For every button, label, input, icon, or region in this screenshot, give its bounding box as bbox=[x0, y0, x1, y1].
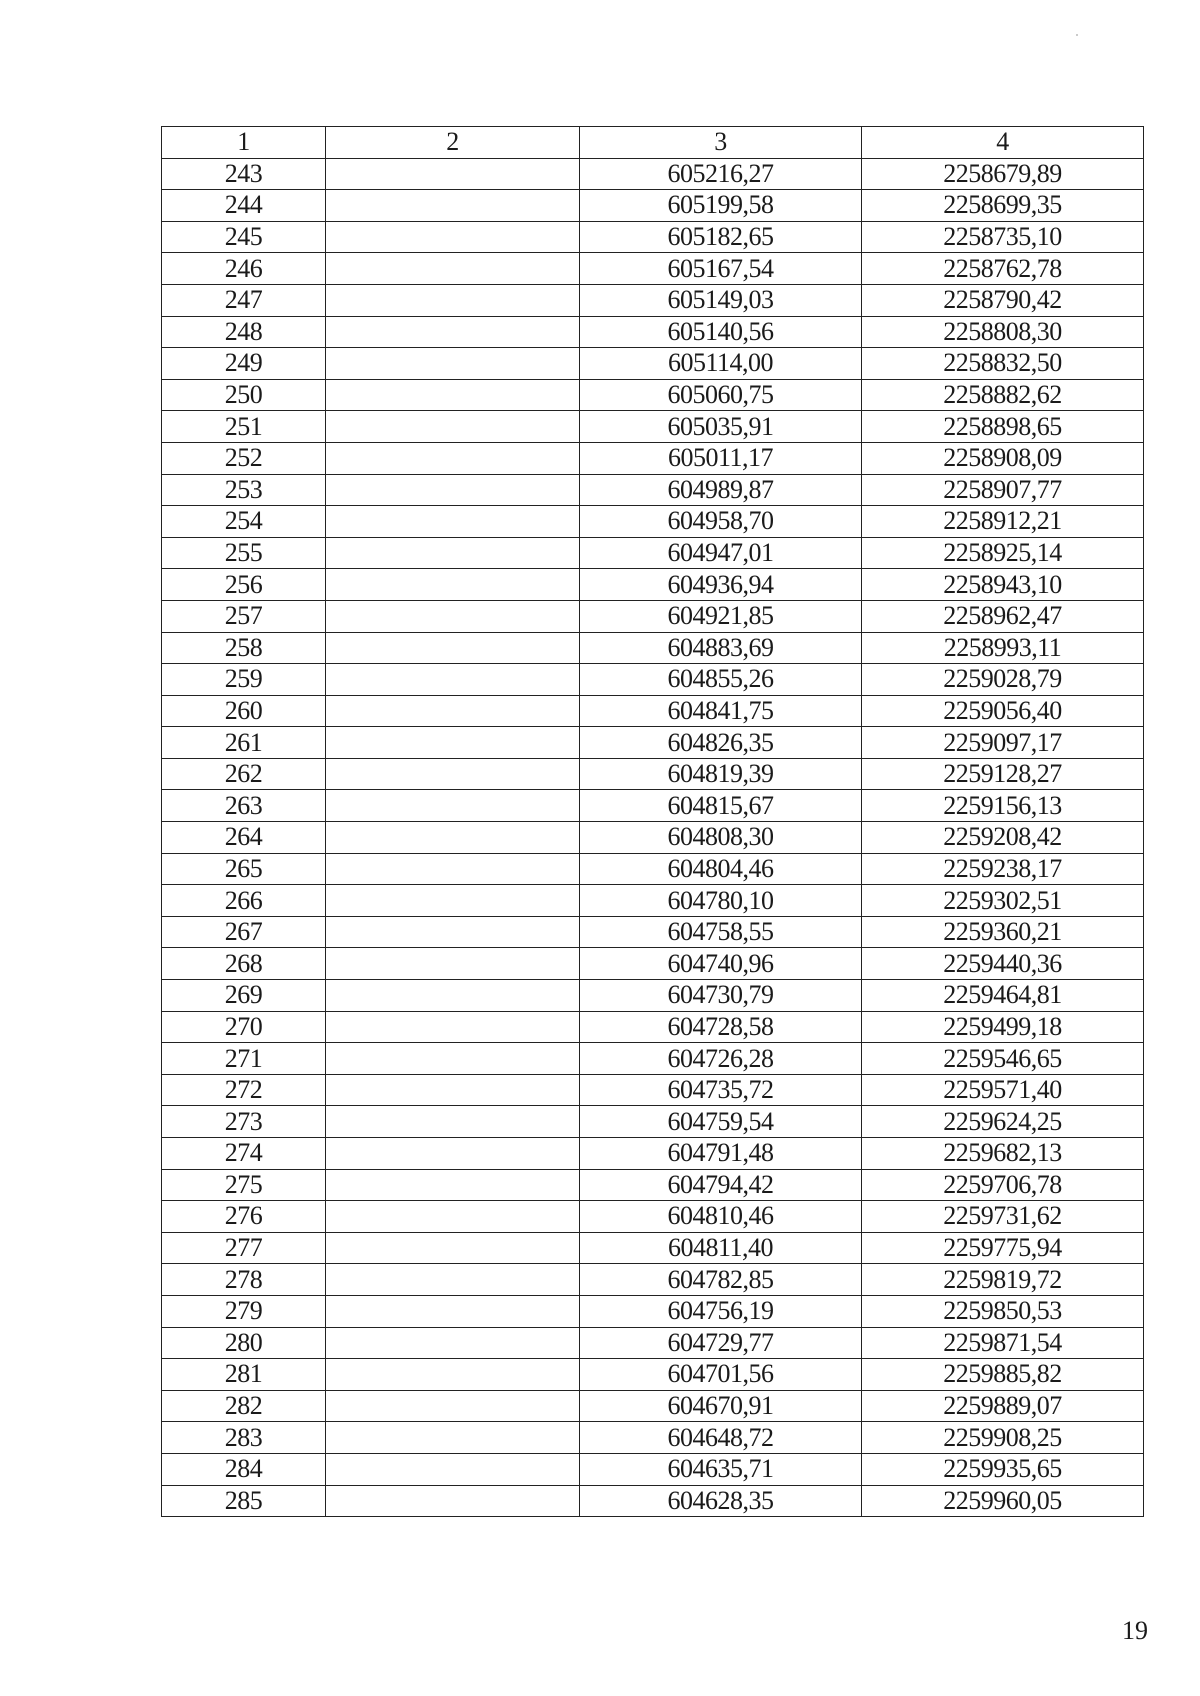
point-number-cell: 256 bbox=[162, 569, 326, 601]
description-cell bbox=[326, 1011, 580, 1043]
table-row bbox=[162, 379, 1144, 411]
description-cell bbox=[326, 1390, 580, 1422]
coordinate-y-cell: 2259871,54 bbox=[862, 1327, 1144, 1359]
coordinate-y-cell: 2258790,42 bbox=[862, 284, 1144, 316]
coordinate-x-cell: 604648,72 bbox=[580, 1422, 862, 1454]
table-row bbox=[162, 569, 1144, 601]
point-number-cell: 264 bbox=[162, 822, 326, 854]
table-row bbox=[162, 1390, 1144, 1422]
table-row bbox=[162, 790, 1144, 822]
coordinate-x-cell: 604808,30 bbox=[580, 822, 862, 854]
point-number-cell: 270 bbox=[162, 1011, 326, 1043]
coordinate-x-cell: 605149,03 bbox=[580, 284, 862, 316]
point-number-cell: 250 bbox=[162, 379, 326, 411]
description-cell bbox=[326, 600, 580, 632]
description-cell bbox=[326, 695, 580, 727]
coordinate-x-cell: 604804,46 bbox=[580, 853, 862, 885]
table-row bbox=[162, 1169, 1144, 1201]
point-number-cell: 255 bbox=[162, 537, 326, 569]
description-cell bbox=[326, 379, 580, 411]
point-number-cell: 276 bbox=[162, 1201, 326, 1233]
coordinate-x-cell: 604670,91 bbox=[580, 1390, 862, 1422]
point-number-cell: 280 bbox=[162, 1327, 326, 1359]
coordinate-y-cell: 2259302,51 bbox=[862, 885, 1144, 917]
coordinate-y-cell: 2259682,13 bbox=[862, 1138, 1144, 1170]
point-number-cell: 261 bbox=[162, 727, 326, 759]
coordinate-y-cell: 2258925,14 bbox=[862, 537, 1144, 569]
coordinate-x-cell: 604841,75 bbox=[580, 695, 862, 727]
point-number-cell: 265 bbox=[162, 853, 326, 885]
coordinate-y-cell: 2259571,40 bbox=[862, 1074, 1144, 1106]
coordinate-y-cell: 2259464,81 bbox=[862, 980, 1144, 1012]
coordinate-x-cell: 604819,39 bbox=[580, 758, 862, 790]
coordinate-y-cell: 2259128,27 bbox=[862, 758, 1144, 790]
table-row bbox=[162, 853, 1144, 885]
table-row bbox=[162, 1485, 1144, 1517]
point-number-cell: 251 bbox=[162, 411, 326, 443]
coordinate-x-cell: 604989,87 bbox=[580, 474, 862, 506]
point-number-cell: 279 bbox=[162, 1295, 326, 1327]
coordinate-y-cell: 2258808,30 bbox=[862, 316, 1144, 348]
description-cell bbox=[326, 221, 580, 253]
coordinate-x-cell: 605167,54 bbox=[580, 253, 862, 285]
coordinate-y-cell: 2258735,10 bbox=[862, 221, 1144, 253]
description-cell bbox=[326, 442, 580, 474]
description-cell bbox=[326, 1485, 580, 1517]
point-number-cell: 260 bbox=[162, 695, 326, 727]
table-row bbox=[162, 348, 1144, 380]
scan-speck bbox=[1076, 34, 1078, 36]
table-row bbox=[162, 758, 1144, 790]
table-row bbox=[162, 158, 1144, 190]
description-cell bbox=[326, 1359, 580, 1391]
coordinate-x-cell: 604782,85 bbox=[580, 1264, 862, 1296]
coordinate-y-cell: 2259156,13 bbox=[862, 790, 1144, 822]
coordinate-y-cell: 2258912,21 bbox=[862, 506, 1144, 538]
description-cell bbox=[326, 1232, 580, 1264]
point-number-cell: 257 bbox=[162, 600, 326, 632]
header-cell-2: 2 bbox=[326, 127, 580, 159]
point-number-cell: 246 bbox=[162, 253, 326, 285]
table-row bbox=[162, 474, 1144, 506]
table-row bbox=[162, 537, 1144, 569]
description-cell bbox=[326, 664, 580, 696]
coordinate-x-cell: 604947,01 bbox=[580, 537, 862, 569]
coordinate-x-cell: 604730,79 bbox=[580, 980, 862, 1012]
description-cell bbox=[326, 1169, 580, 1201]
table-row bbox=[162, 1422, 1144, 1454]
description-cell bbox=[326, 853, 580, 885]
table-row bbox=[162, 284, 1144, 316]
description-cell bbox=[326, 537, 580, 569]
coordinate-x-cell: 604791,48 bbox=[580, 1138, 862, 1170]
point-number-cell: 249 bbox=[162, 348, 326, 380]
point-number-cell: 273 bbox=[162, 1106, 326, 1138]
description-cell bbox=[326, 316, 580, 348]
point-number-cell: 269 bbox=[162, 980, 326, 1012]
description-cell bbox=[326, 1422, 580, 1454]
coordinate-y-cell: 2259731,62 bbox=[862, 1201, 1144, 1233]
description-cell bbox=[326, 885, 580, 917]
table-row bbox=[162, 600, 1144, 632]
point-number-cell: 267 bbox=[162, 916, 326, 948]
coordinate-y-cell: 2258907,77 bbox=[862, 474, 1144, 506]
coordinate-y-cell: 2258993,11 bbox=[862, 632, 1144, 664]
point-number-cell: 268 bbox=[162, 948, 326, 980]
coordinate-y-cell: 2259056,40 bbox=[862, 695, 1144, 727]
coordinate-y-cell: 2258908,09 bbox=[862, 442, 1144, 474]
coordinates-table bbox=[161, 126, 1144, 1517]
description-cell bbox=[326, 348, 580, 380]
point-number-cell: 253 bbox=[162, 474, 326, 506]
coordinate-y-cell: 2259775,94 bbox=[862, 1232, 1144, 1264]
description-cell bbox=[326, 1453, 580, 1485]
description-cell bbox=[326, 822, 580, 854]
coordinate-x-cell: 604921,85 bbox=[580, 600, 862, 632]
coordinate-y-cell: 2259097,17 bbox=[862, 727, 1144, 759]
point-number-cell: 275 bbox=[162, 1169, 326, 1201]
description-cell bbox=[326, 948, 580, 980]
table-row bbox=[162, 1359, 1144, 1391]
coordinate-x-cell: 604701,56 bbox=[580, 1359, 862, 1391]
description-cell bbox=[326, 790, 580, 822]
point-number-cell: 282 bbox=[162, 1390, 326, 1422]
coordinate-y-cell: 2258898,65 bbox=[862, 411, 1144, 443]
description-cell bbox=[326, 1074, 580, 1106]
description-cell bbox=[326, 158, 580, 190]
coordinate-y-cell: 2259819,72 bbox=[862, 1264, 1144, 1296]
coordinate-x-cell: 604726,28 bbox=[580, 1043, 862, 1075]
coordinate-y-cell: 2259889,07 bbox=[862, 1390, 1144, 1422]
table-row bbox=[162, 253, 1144, 285]
description-cell bbox=[326, 980, 580, 1012]
coordinate-x-cell: 604728,58 bbox=[580, 1011, 862, 1043]
header-cell-4: 4 bbox=[862, 127, 1144, 159]
table-row bbox=[162, 190, 1144, 222]
coordinate-x-cell: 604958,70 bbox=[580, 506, 862, 538]
description-cell bbox=[326, 1106, 580, 1138]
coordinate-y-cell: 2258679,89 bbox=[862, 158, 1144, 190]
coordinate-x-cell: 605216,27 bbox=[580, 158, 862, 190]
table-header bbox=[162, 127, 1144, 159]
coordinate-y-cell: 2259908,25 bbox=[862, 1422, 1144, 1454]
description-cell bbox=[326, 1327, 580, 1359]
table-row bbox=[162, 1453, 1144, 1485]
description-cell bbox=[326, 1295, 580, 1327]
coordinate-x-cell: 604635,71 bbox=[580, 1453, 862, 1485]
table-row bbox=[162, 727, 1144, 759]
point-number-cell: 271 bbox=[162, 1043, 326, 1075]
point-number-cell: 254 bbox=[162, 506, 326, 538]
description-cell bbox=[326, 632, 580, 664]
table-row bbox=[162, 1074, 1144, 1106]
coordinate-x-cell: 604794,42 bbox=[580, 1169, 862, 1201]
coordinate-x-cell: 604810,46 bbox=[580, 1201, 862, 1233]
table-row bbox=[162, 442, 1144, 474]
coordinate-x-cell: 605182,65 bbox=[580, 221, 862, 253]
table-row bbox=[162, 948, 1144, 980]
table-row bbox=[162, 221, 1144, 253]
coordinate-y-cell: 2259208,42 bbox=[862, 822, 1144, 854]
coordinate-x-cell: 604780,10 bbox=[580, 885, 862, 917]
coordinate-x-cell: 604826,35 bbox=[580, 727, 862, 759]
coordinate-x-cell: 604735,72 bbox=[580, 1074, 862, 1106]
description-cell bbox=[326, 506, 580, 538]
coordinate-x-cell: 604815,67 bbox=[580, 790, 862, 822]
coordinate-y-cell: 2259028,79 bbox=[862, 664, 1144, 696]
coordinate-x-cell: 604758,55 bbox=[580, 916, 862, 948]
coordinate-x-cell: 605114,00 bbox=[580, 348, 862, 380]
table-row bbox=[162, 1201, 1144, 1233]
point-number-cell: 262 bbox=[162, 758, 326, 790]
coordinate-x-cell: 605199,58 bbox=[580, 190, 862, 222]
table-row bbox=[162, 885, 1144, 917]
point-number-cell: 266 bbox=[162, 885, 326, 917]
coordinate-x-cell: 605140,56 bbox=[580, 316, 862, 348]
description-cell bbox=[326, 1201, 580, 1233]
table-row bbox=[162, 506, 1144, 538]
coordinate-x-cell: 604729,77 bbox=[580, 1327, 862, 1359]
point-number-cell: 284 bbox=[162, 1453, 326, 1485]
coordinate-y-cell: 2258699,35 bbox=[862, 190, 1144, 222]
coordinate-y-cell: 2259960,05 bbox=[862, 1485, 1144, 1517]
description-cell bbox=[326, 284, 580, 316]
table-row bbox=[162, 316, 1144, 348]
coordinate-y-cell: 2259360,21 bbox=[862, 916, 1144, 948]
table-row bbox=[162, 695, 1144, 727]
point-number-cell: 248 bbox=[162, 316, 326, 348]
point-number-cell: 274 bbox=[162, 1138, 326, 1170]
coordinate-y-cell: 2258882,62 bbox=[862, 379, 1144, 411]
coordinate-x-cell: 604740,96 bbox=[580, 948, 862, 980]
table-row bbox=[162, 980, 1144, 1012]
table-row bbox=[162, 664, 1144, 696]
table-row bbox=[162, 822, 1144, 854]
coordinate-x-cell: 604936,94 bbox=[580, 569, 862, 601]
point-number-cell: 285 bbox=[162, 1485, 326, 1517]
page-number: 19 bbox=[1122, 1616, 1148, 1645]
description-cell bbox=[326, 411, 580, 443]
table-row bbox=[162, 1232, 1144, 1264]
description-cell bbox=[326, 1043, 580, 1075]
coordinate-x-cell: 605011,17 bbox=[580, 442, 862, 474]
point-number-cell: 245 bbox=[162, 221, 326, 253]
coordinate-y-cell: 2259499,18 bbox=[862, 1011, 1144, 1043]
coordinate-y-cell: 2258962,47 bbox=[862, 600, 1144, 632]
coordinate-x-cell: 604756,19 bbox=[580, 1295, 862, 1327]
point-number-cell: 281 bbox=[162, 1359, 326, 1391]
coordinate-x-cell: 604759,54 bbox=[580, 1106, 862, 1138]
coordinate-y-cell: 2259706,78 bbox=[862, 1169, 1144, 1201]
description-cell bbox=[326, 253, 580, 285]
table-row bbox=[162, 632, 1144, 664]
header-cell-3: 3 bbox=[580, 127, 862, 159]
table-row bbox=[162, 916, 1144, 948]
table-row bbox=[162, 1138, 1144, 1170]
table-row bbox=[162, 411, 1144, 443]
point-number-cell: 247 bbox=[162, 284, 326, 316]
point-number-cell: 252 bbox=[162, 442, 326, 474]
description-cell bbox=[326, 727, 580, 759]
description-cell bbox=[326, 758, 580, 790]
coordinate-x-cell: 605035,91 bbox=[580, 411, 862, 443]
coordinate-x-cell: 605060,75 bbox=[580, 379, 862, 411]
table-row bbox=[162, 1043, 1144, 1075]
table-row bbox=[162, 1295, 1144, 1327]
coordinate-x-cell: 604811,40 bbox=[580, 1232, 862, 1264]
coordinate-y-cell: 2259624,25 bbox=[862, 1106, 1144, 1138]
table-row bbox=[162, 1011, 1144, 1043]
table-row bbox=[162, 1264, 1144, 1296]
point-number-cell: 244 bbox=[162, 190, 326, 222]
point-number-cell: 258 bbox=[162, 632, 326, 664]
coordinate-x-cell: 604628,35 bbox=[580, 1485, 862, 1517]
coordinate-y-cell: 2258762,78 bbox=[862, 253, 1144, 285]
table-body bbox=[162, 158, 1144, 1517]
coordinate-x-cell: 604855,26 bbox=[580, 664, 862, 696]
description-cell bbox=[326, 474, 580, 506]
description-cell bbox=[326, 916, 580, 948]
description-cell bbox=[326, 1138, 580, 1170]
coordinate-y-cell: 2259885,82 bbox=[862, 1359, 1144, 1391]
point-number-cell: 278 bbox=[162, 1264, 326, 1296]
header-row bbox=[162, 127, 1144, 159]
header-cell-1: 1 bbox=[162, 127, 326, 159]
coordinate-y-cell: 2259238,17 bbox=[862, 853, 1144, 885]
coordinate-y-cell: 2259546,65 bbox=[862, 1043, 1144, 1075]
description-cell bbox=[326, 190, 580, 222]
coordinate-y-cell: 2259935,65 bbox=[862, 1453, 1144, 1485]
point-number-cell: 259 bbox=[162, 664, 326, 696]
coordinate-y-cell: 2258943,10 bbox=[862, 569, 1144, 601]
point-number-cell: 263 bbox=[162, 790, 326, 822]
description-cell bbox=[326, 569, 580, 601]
point-number-cell: 243 bbox=[162, 158, 326, 190]
coordinate-y-cell: 2259850,53 bbox=[862, 1295, 1144, 1327]
description-cell bbox=[326, 1264, 580, 1296]
point-number-cell: 272 bbox=[162, 1074, 326, 1106]
coordinate-x-cell: 604883,69 bbox=[580, 632, 862, 664]
coordinate-y-cell: 2259440,36 bbox=[862, 948, 1144, 980]
point-number-cell: 277 bbox=[162, 1232, 326, 1264]
coordinate-y-cell: 2258832,50 bbox=[862, 348, 1144, 380]
table-row bbox=[162, 1106, 1144, 1138]
point-number-cell: 283 bbox=[162, 1422, 326, 1454]
table-row bbox=[162, 1327, 1144, 1359]
